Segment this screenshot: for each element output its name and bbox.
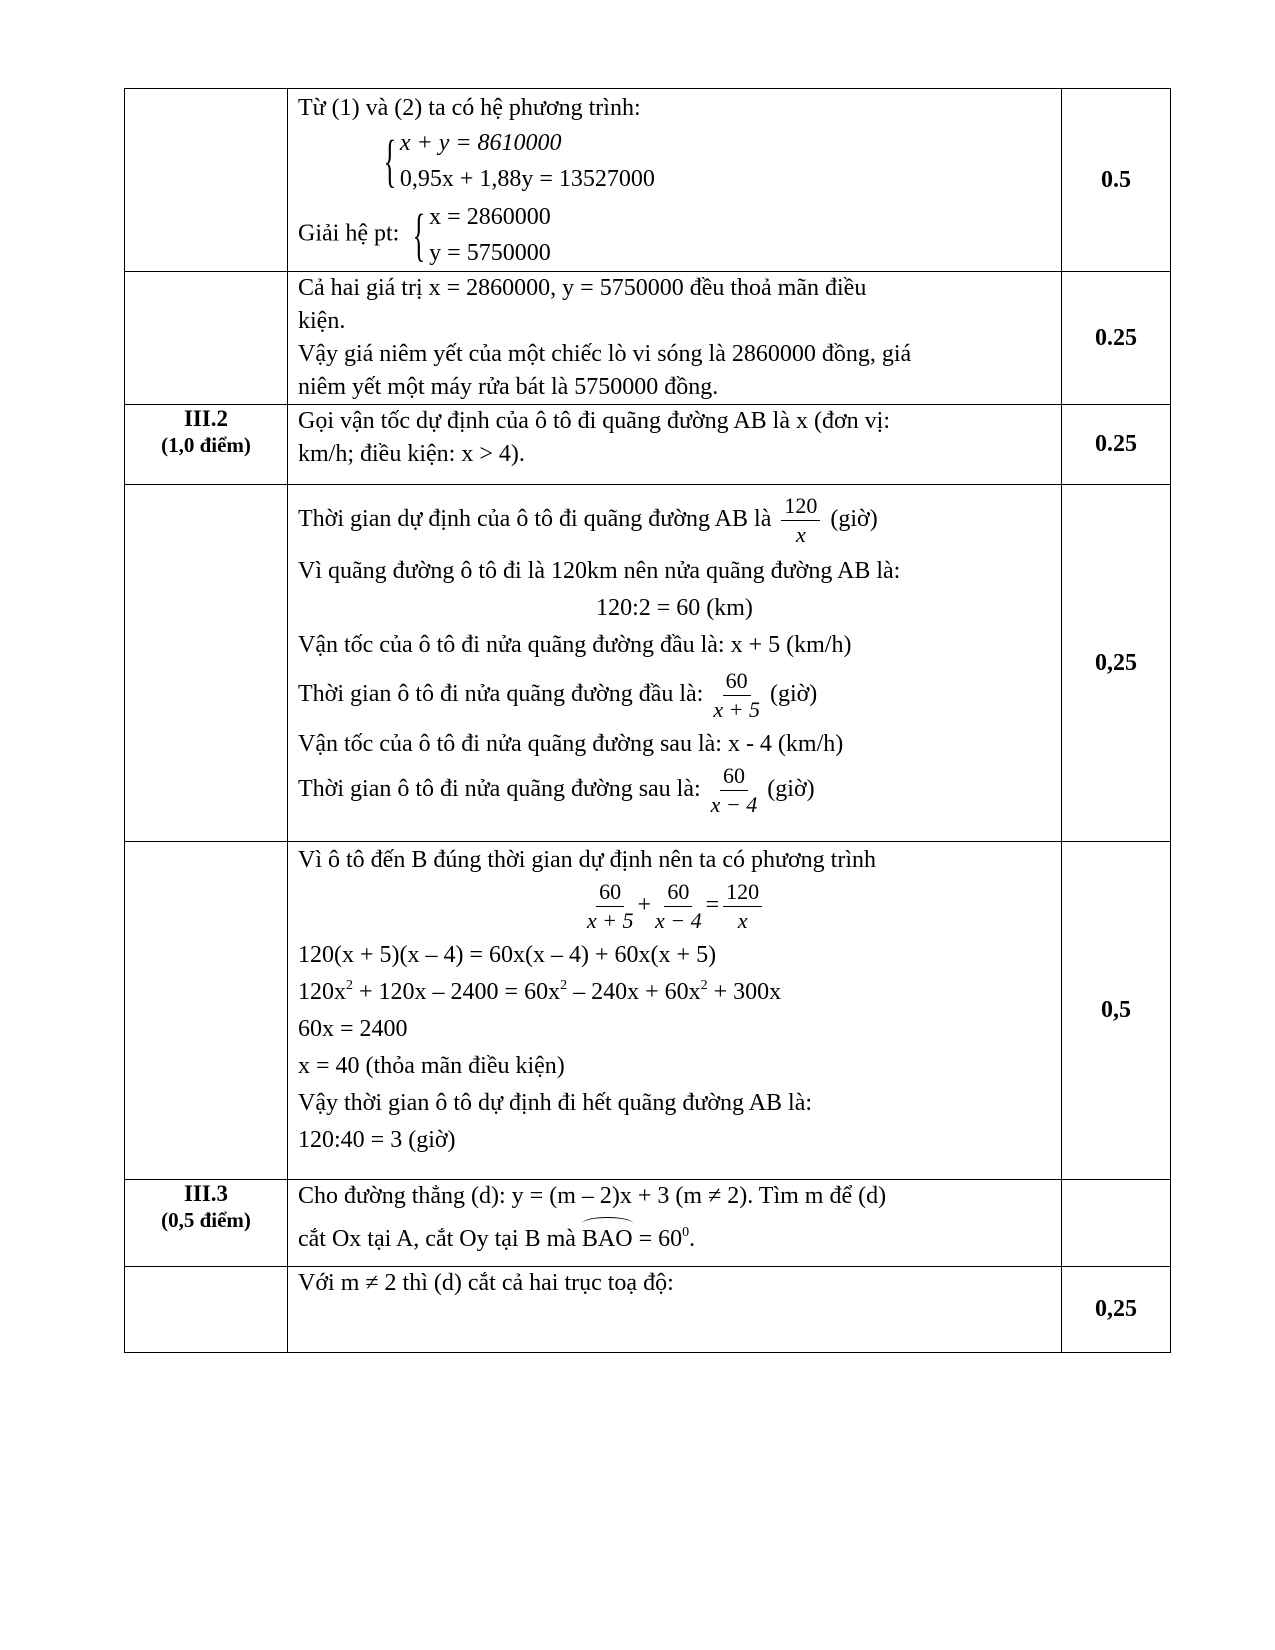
equation: x + y = 8610000 <box>399 130 562 156</box>
text-line: Vận tốc của ô tô đi nửa quãng đường đầu là: x + 5 (km/h) <box>298 631 852 658</box>
score-cell: 0.5 <box>1062 89 1171 272</box>
text-line: niêm yết một máy rửa bát là 5750000 đồng. <box>298 374 719 400</box>
section-cell <box>125 89 288 272</box>
text-line: 60x = 2400 <box>298 1015 408 1042</box>
text-line: kiện. <box>298 308 346 334</box>
section-number: III.3 <box>183 1181 229 1206</box>
table-row <box>125 485 1171 842</box>
fraction: $\frac{120}{x}$ <box>781 492 820 549</box>
text-line: Vậy thời gian ô tô dự định đi hết quãng đường AB là: <box>298 1089 813 1116</box>
answer-table <box>124 88 1171 1353</box>
section-cell <box>125 272 288 405</box>
text-line: km/h; điều kiện: x > 4). <box>298 441 525 467</box>
brace-icon: { <box>383 128 397 193</box>
section-number: III.2 <box>183 406 229 431</box>
table-row <box>125 1267 1171 1353</box>
text-line: Thời gian ô tô đi nửa quãng đường đầu là: $\frac{60}{x + 5}$ (giờ) <box>298 667 818 722</box>
content-cell <box>288 1180 1062 1267</box>
brace-icon: { <box>412 202 426 267</box>
content-cell <box>288 89 1062 272</box>
section-cell <box>125 485 288 842</box>
solution-line <box>298 199 1051 271</box>
section-cell <box>125 842 288 1180</box>
text-line: Vận tốc của ô tô đi nửa quãng đường sau là: x - 4 (km/h) <box>298 730 844 757</box>
text-line: Với m ≠ 2 thì (d) cắt cả hai trục toạ độ: <box>298 1270 674 1296</box>
content-cell <box>288 485 1062 842</box>
text-line: 120:40 = 3 (giờ) <box>298 1126 456 1153</box>
fraction: $\frac{60}{x + 5}$ <box>713 667 760 722</box>
equation-line: $\frac{60}{x + 5}$ + $\frac{60}{x - 4}$ = $\frac{120}{x}$ <box>298 877 1051 935</box>
fraction: $\frac{60}{x - 4}$ <box>655 878 702 933</box>
text-line: Cho đường thẳng (d): y = (m – 2)x + 3 (m ≠ 2). Tìm m để (d) <box>298 1183 887 1209</box>
solve-label: Giải hệ pt: <box>298 220 400 247</box>
text-line: Thời gian dự định của ô tô đi quãng đường AB là $\frac{120}{x}$ (giờ) <box>298 492 878 547</box>
text-line: Vì quãng đường ô tô đi là 120km nên nửa quãng đường AB là: <box>298 557 901 584</box>
text-line: Từ (1) và (2) ta có hệ phương trình: <box>298 95 641 121</box>
text-line: Cả hai giá trị x = 2860000, y = 5750000 đều thoả mãn điều <box>298 275 867 301</box>
table-row <box>125 405 1171 485</box>
text-line: Vậy giá niêm yết của một chiếc lò vi sóng là 2860000 đồng, giá <box>298 341 912 367</box>
content-cell <box>288 842 1062 1180</box>
text-line: Vì ô tô đến B đúng thời gian dự định nên ta có phương trình <box>298 847 877 873</box>
text-line: Thời gian ô tô đi nửa quãng đường sau là: $\frac{60}{x - 4}$ (giờ) <box>298 762 815 817</box>
score-cell: 0,25 <box>1062 1267 1171 1353</box>
text-line: x = 40 (thỏa mãn điều kiện) <box>298 1052 565 1079</box>
table-row <box>125 89 1171 272</box>
score-cell: 0.25 <box>1062 272 1171 405</box>
text-line: 120(x + 5)(x – 4) = 60x(x – 4) + 60x(x + 5) <box>298 941 717 968</box>
table-row <box>125 1180 1171 1267</box>
text-line: Gọi vận tốc dự định của ô tô đi quãng đường AB là x (đơn vị: <box>298 408 890 434</box>
section-label <box>125 405 288 485</box>
score-cell <box>1062 1180 1171 1267</box>
fraction: $\frac{60}{x - 4}$ <box>710 762 758 817</box>
equation: 0,95x + 1,88y = 13527000 <box>399 166 655 192</box>
angle-symbol: BAO <box>582 1217 633 1256</box>
section-points: (1,0 điểm) <box>161 433 251 457</box>
fraction: $\frac{60}{x + 5}$ <box>586 878 634 933</box>
score-cell: 0,5 <box>1062 842 1171 1180</box>
text-line: cắt Ox tại A, cắt Oy tại B mà BAO = $60^0$. <box>298 1217 1051 1256</box>
text-line: $120x^2 + 120x - 2400 = 60x^2 - 240x + 60x^2 + 300x$ <box>298 977 782 1005</box>
section-points: (0,5 điểm) <box>161 1208 251 1232</box>
equation: x = 2860000 <box>429 204 551 230</box>
section-label <box>125 1180 288 1267</box>
equation-system <box>376 125 1051 197</box>
equation: y = 5750000 <box>429 240 551 266</box>
fraction: $\frac{120}{x}$ <box>723 878 762 935</box>
section-cell <box>125 1267 288 1353</box>
text-line: 120:2 = 60 (km) <box>596 594 753 621</box>
content-cell <box>288 1267 1062 1353</box>
content-cell <box>288 405 1062 485</box>
content-cell <box>288 272 1062 405</box>
score-cell: 0.25 <box>1062 405 1171 485</box>
table-row <box>125 272 1171 405</box>
table-row <box>125 842 1171 1180</box>
score-cell: 0,25 <box>1062 485 1171 842</box>
